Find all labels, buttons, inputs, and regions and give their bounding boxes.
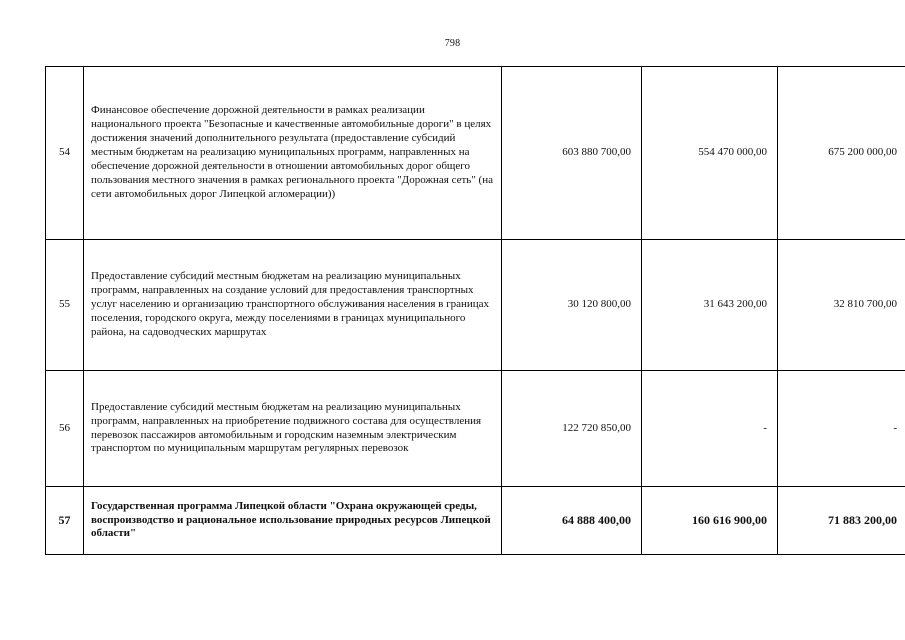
amount-year-3: 675 200 000,00: [778, 67, 905, 240]
row-number: 56: [46, 371, 84, 487]
table-row: [46, 371, 905, 487]
amount-year-2: 554 470 000,00: [642, 67, 778, 240]
row-number: 55: [46, 240, 84, 371]
amount-year-1: 64 888 400,00: [502, 487, 642, 555]
row-description: Государственная программа Липецкой области "Охрана окружающей среды, воспроизводство и рациональное использование природных ресурсов Липецкой области": [84, 487, 502, 555]
amount-year-3: 71 883 200,00: [778, 487, 905, 555]
row-description: Предоставление субсидий местным бюджетам на реализацию муниципальных программ, направленных на создание условий для предоставления транспортных услуг населению и организацию транспортного обслуживания населения в границах поселения, городского округа, между поселениями в границах муниципального района, на садоводческих маршрутах: [84, 240, 502, 371]
row-number: 54: [46, 67, 84, 240]
amount-year-2: 160 616 900,00: [642, 487, 778, 555]
row-description: Предоставление субсидий местным бюджетам на реализацию муниципальных программ, направленных на приобретение подвижного состава для осуществления перевозок пассажиров автомобильным и городским наземным электрическим транспортом по муниципальным маршрутам регулярных перевозок: [84, 371, 502, 487]
table-row: [46, 487, 905, 555]
budget-table: [45, 66, 905, 555]
amount-year-3: 32 810 700,00: [778, 240, 905, 371]
table-row: [46, 240, 905, 371]
amount-year-3: -: [778, 371, 905, 487]
table-row: [46, 67, 905, 240]
page-number: 798: [444, 38, 461, 49]
amount-year-1: 122 720 850,00: [502, 371, 642, 487]
amount-year-1: 603 880 700,00: [502, 67, 642, 240]
amount-year-2: 31 643 200,00: [642, 240, 778, 371]
amount-year-1: 30 120 800,00: [502, 240, 642, 371]
row-number: 57: [46, 487, 84, 555]
row-description: Финансовое обеспечение дорожной деятельности в рамках реализации национального проекта "Безопасные и качественные автомобильные дороги" в целях достижения значений дополнительного результата (предоставление субсидий местным бюджетам на реализацию муниципальных программ, направленных на обеспечение дорожной деятельности в отношении автомобильных дорог общего пользования местного значения в рамках регионального проекта "Дорожная сеть" (на сети автомобильных дорог Липецкой агломерации)): [84, 67, 502, 240]
amount-year-2: -: [642, 371, 778, 487]
